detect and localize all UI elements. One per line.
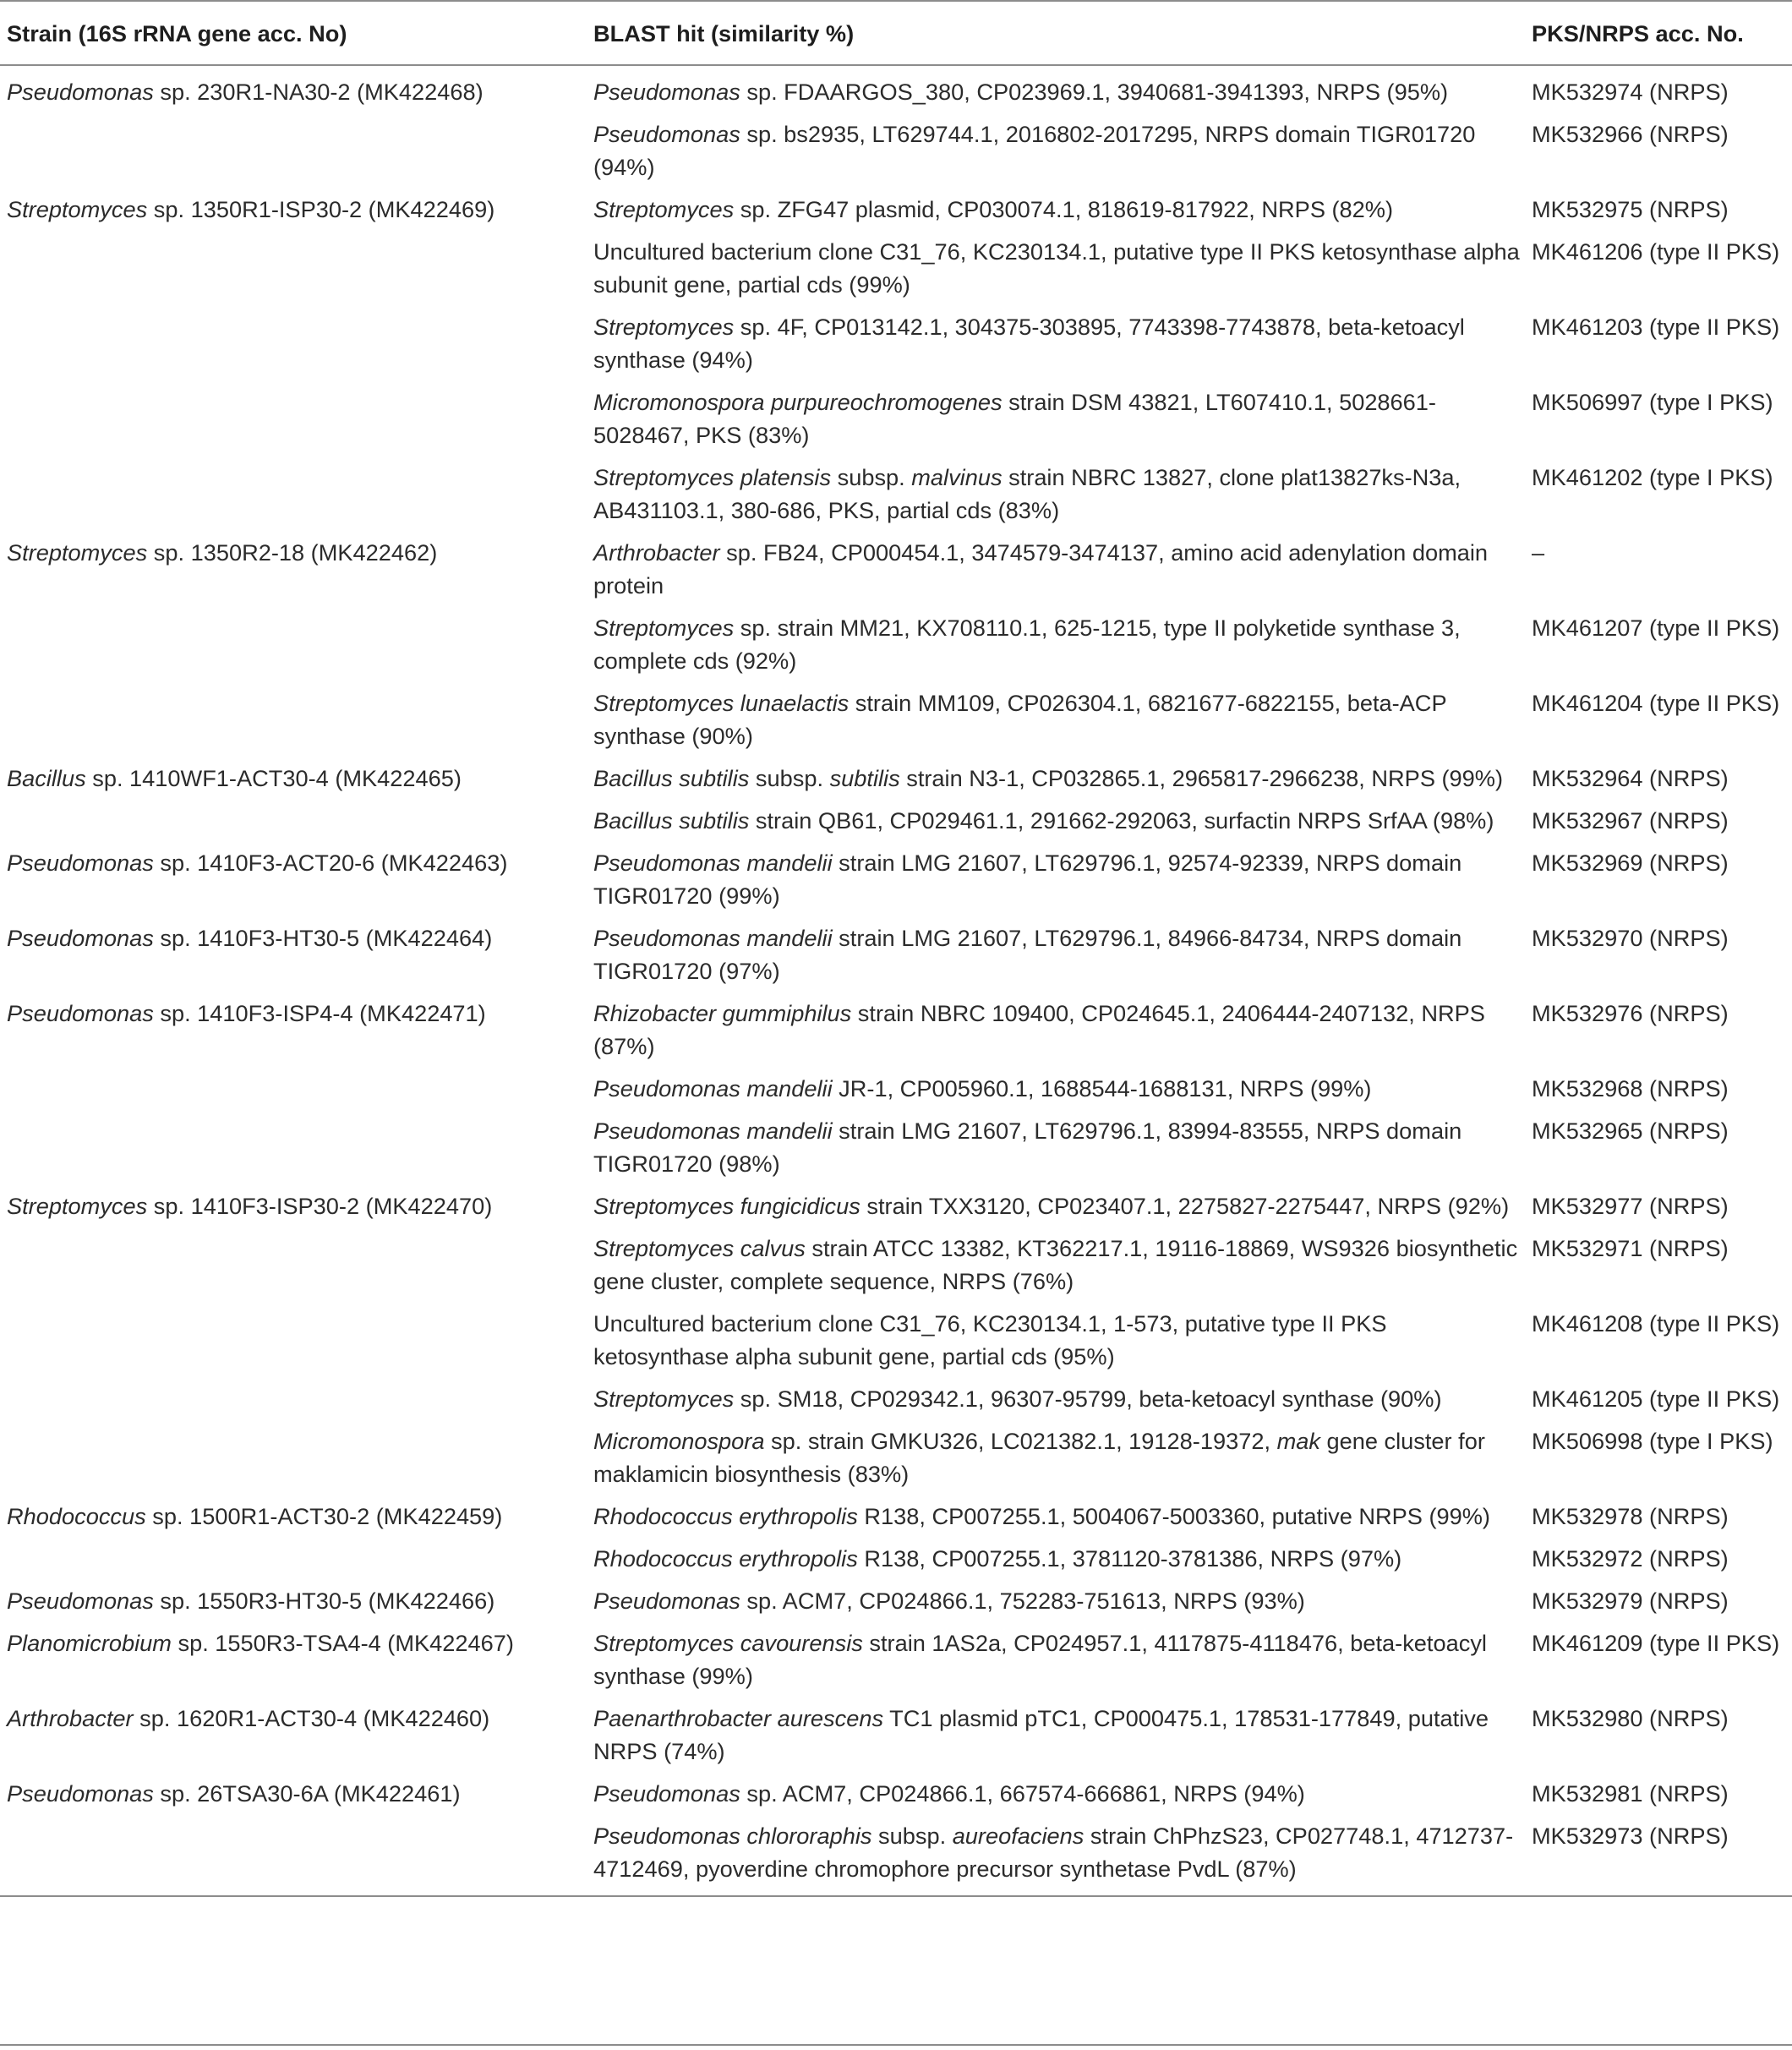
cell-strain — [0, 1696, 587, 1771]
cell-strain — [0, 1419, 587, 1494]
cell-accession: MK532979 (NRPS) — [1532, 1588, 1729, 1614]
taxon-name: Pseudomonas — [7, 850, 154, 876]
taxon-name: Pseudomonas — [7, 1000, 154, 1026]
taxon-name: Bacillus subtilis — [593, 807, 750, 834]
cell-accession: MK532969 (NRPS) — [1532, 850, 1729, 876]
header-row — [0, 1, 1792, 65]
table-row — [0, 798, 1792, 840]
cell-accession: MK506997 (type I PKS) — [1532, 389, 1773, 415]
cell-strain — [0, 681, 587, 756]
cell-blast-hit — [587, 530, 1525, 605]
cell-strain — [0, 530, 587, 605]
taxon-name: Pseudomonas mandelii — [593, 925, 833, 951]
cell-accession: MK532968 (NRPS) — [1532, 1075, 1729, 1102]
cell-accession: MK532966 (NRPS) — [1532, 121, 1729, 147]
taxon-name: Pseudomonas — [7, 925, 154, 951]
taxon-name: Streptomyces cavourensis — [593, 1630, 863, 1656]
taxon-name: Pseudomonas — [7, 79, 154, 105]
taxon-name: Pseudomonas — [7, 1780, 154, 1807]
cell-strain — [0, 1108, 587, 1184]
cell-accession: MK461208 (type II PKS) — [1532, 1310, 1780, 1337]
taxon-name: Rhodococcus erythropolis — [593, 1503, 858, 1529]
text-run: strain NBRC 109400, CP024645.1, 2406444-2407132, NRPS (87%) — [593, 1000, 1485, 1059]
header-blast-hit: BLAST hit (similarity %) — [587, 1, 1525, 65]
cell-accession: MK461209 (type II PKS) — [1532, 1630, 1780, 1656]
table-row — [0, 112, 1792, 187]
taxon-name: Bacillus subtilis — [593, 765, 750, 791]
table-row — [0, 756, 1792, 798]
text-run: sp. strain GMKU326, LC021382.1, 19128-19372, — [764, 1428, 1277, 1454]
taxon-name: Arthrobacter — [593, 539, 720, 566]
cell-blast-hit — [587, 756, 1525, 798]
cell-strain — [0, 840, 587, 916]
taxon-name: Pseudomonas mandelii — [593, 1118, 833, 1144]
text-run: sp. 1410F3-ISP30-2 (MK422470) — [147, 1193, 493, 1219]
taxon-name: Micromonospora purpureochromogenes — [593, 389, 1003, 415]
taxon-name: Pseudomonas — [593, 121, 740, 147]
header-strain: Strain (16S rRNA gene acc. No) — [0, 1, 587, 65]
cell-accession: MK532976 (NRPS) — [1532, 1000, 1729, 1026]
cell-strain — [0, 1578, 587, 1621]
taxon-name: Streptomyces — [7, 196, 148, 222]
taxon-name: Rhodococcus — [7, 1503, 146, 1529]
taxon-name: Pseudomonas mandelii — [593, 1075, 833, 1102]
taxon-name: Arthrobacter — [7, 1705, 134, 1731]
cell-blast-hit — [587, 1419, 1525, 1494]
cell-accession: MK532975 (NRPS) — [1532, 196, 1729, 222]
taxon-name: mak — [1276, 1428, 1320, 1454]
bottom-rule — [0, 2044, 1792, 2046]
text-run: strain ChPhzS23, CP027748.1, 4712737-4712469, pyoverdine chromophore precursor synthetase PvdL (87%) — [593, 1823, 1514, 1882]
taxon-name: Planomicrobium — [7, 1630, 172, 1656]
text-run: sp. 4F, CP013142.1, 304375-303895, 7743398-7743878, beta-ketoacyl synthase (94%) — [593, 314, 1465, 373]
cell-strain — [0, 229, 587, 304]
table-row — [0, 1578, 1792, 1621]
taxon-name: Streptomyces — [7, 1193, 148, 1219]
text-run: JR-1, CP005960.1, 1688544-1688131, NRPS (99%) — [832, 1075, 1372, 1102]
text-run: strain TXX3120, CP023407.1, 2275827-2275447, NRPS (92%) — [860, 1193, 1510, 1219]
taxon-name: Streptomyces platensis — [593, 464, 832, 490]
cell-strain — [0, 455, 587, 530]
cell-strain — [0, 1184, 587, 1226]
text-run: strain DSM 43821, LT607410.1, 5028661-5028467, PKS (83%) — [593, 389, 1436, 448]
text-run: sp. 1350R1-ISP30-2 (MK422469) — [147, 196, 495, 222]
text-run: strain LMG 21607, LT629796.1, 92574-92339, NRPS domain TIGR01720 (99%) — [593, 850, 1462, 909]
cell-strain — [0, 304, 587, 380]
cell-blast-hit — [587, 304, 1525, 380]
cell-accession: – — [1532, 539, 1545, 566]
taxon-name: malvinus — [911, 464, 1003, 490]
cell-accession: MK532977 (NRPS) — [1532, 1193, 1729, 1219]
cell-strain — [0, 112, 587, 187]
text-run: sp. 26TSA30-6A (MK422461) — [153, 1780, 461, 1807]
cell-blast-hit — [587, 1184, 1525, 1226]
cell-accession: MK532967 (NRPS) — [1532, 807, 1729, 834]
table-row — [0, 605, 1792, 681]
taxon-name: Pseudomonas — [593, 1780, 740, 1807]
table-row — [0, 229, 1792, 304]
text-run: sp. ACM7, CP024866.1, 752283-751613, NRPS (93%) — [740, 1588, 1305, 1614]
cell-blast-hit — [587, 455, 1525, 530]
text-run: sp. SM18, CP029342.1, 96307-95799, beta-ketoacyl synthase (90%) — [734, 1386, 1442, 1412]
cell-blast-hit — [587, 1696, 1525, 1771]
cell-blast-hit — [587, 798, 1525, 840]
text-run: sp. strain MM21, KX708110.1, 625-1215, type II polyketide synthase 3, complete cds (92%) — [593, 615, 1461, 674]
text-run: strain N3-1, CP032865.1, 2965817-2966238, NRPS (99%) — [899, 765, 1504, 791]
taxon-name: Pseudomonas — [7, 1588, 154, 1614]
cell-accession: MK532965 (NRPS) — [1532, 1118, 1729, 1144]
table-row — [0, 840, 1792, 916]
cell-accession: MK461204 (type II PKS) — [1532, 690, 1780, 716]
table-row — [0, 916, 1792, 991]
cell-blast-hit — [587, 840, 1525, 916]
taxon-name: Streptomyces — [593, 615, 735, 641]
cell-blast-hit — [587, 1813, 1525, 1896]
text-run: Uncultured bacterium clone C31_76, KC230134.1, putative type II PKS ketosynthase alpha subunit gene, partial cds (99%) — [593, 238, 1520, 298]
cell-strain — [0, 1536, 587, 1578]
text-run: subsp. — [871, 1823, 953, 1849]
text-run: strain LMG 21607, LT629796.1, 83994-83555, NRPS domain TIGR01720 (98%) — [593, 1118, 1462, 1177]
text-run: R138, CP007255.1, 3781120-3781386, NRPS (97%) — [857, 1545, 1402, 1572]
cell-blast-hit — [587, 1376, 1525, 1419]
cell-accession: MK532974 (NRPS) — [1532, 79, 1729, 105]
cell-blast-hit — [587, 1301, 1525, 1376]
taxon-name: Pseudomonas mandelii — [593, 850, 833, 876]
cell-accession: MK461206 (type II PKS) — [1532, 238, 1780, 265]
cell-strain — [0, 1813, 587, 1896]
text-run: subsp. — [749, 765, 830, 791]
cell-strain — [0, 1376, 587, 1419]
taxon-name: Streptomyces — [7, 539, 148, 566]
taxon-name: Streptomyces lunaelactis — [593, 690, 850, 716]
taxon-name: subtilis — [829, 765, 900, 791]
cell-strain — [0, 1301, 587, 1376]
cell-strain — [0, 1226, 587, 1301]
cell-blast-hit — [587, 1536, 1525, 1578]
cell-blast-hit — [587, 991, 1525, 1066]
text-run: sp. ZFG47 plasmid, CP030074.1, 818619-817922, NRPS (82%) — [734, 196, 1394, 222]
text-run: sp. bs2935, LT629744.1, 2016802-2017295, NRPS domain TIGR01720 (94%) — [593, 121, 1476, 180]
text-run: sp. 1500R1-ACT30-2 (MK422459) — [145, 1503, 503, 1529]
taxon-name: Micromonospora — [593, 1428, 765, 1454]
text-run: sp. 1350R2-18 (MK422462) — [147, 539, 438, 566]
taxon-name: Streptomyces — [593, 314, 735, 340]
taxon-name: Rhizobacter gummiphilus — [593, 1000, 852, 1026]
table-row — [0, 530, 1792, 605]
cell-blast-hit — [587, 681, 1525, 756]
text-run: sp. 1410F3-HT30-5 (MK422464) — [153, 925, 493, 951]
table-row — [0, 1226, 1792, 1301]
table-header — [0, 1, 1792, 65]
cell-blast-hit — [587, 1226, 1525, 1301]
text-run: strain ATCC 13382, KT362217.1, 19116-18869, WS9326 biosynthetic gene cluster, complete sequence, NRPS (76%) — [593, 1235, 1518, 1294]
cell-blast-hit — [587, 1494, 1525, 1536]
table-row — [0, 1184, 1792, 1226]
table-row — [0, 991, 1792, 1066]
cell-strain — [0, 65, 587, 112]
cell-accession: MK532981 (NRPS) — [1532, 1780, 1729, 1807]
text-run: subsp. — [831, 464, 912, 490]
cell-blast-hit — [587, 605, 1525, 681]
cell-blast-hit — [587, 1108, 1525, 1184]
taxon-name: Rhodococcus erythropolis — [593, 1545, 858, 1572]
table-row — [0, 380, 1792, 455]
cell-accession: MK532964 (NRPS) — [1532, 765, 1729, 791]
taxon-name: Pseudomonas — [593, 79, 740, 105]
cell-blast-hit — [587, 1578, 1525, 1621]
cell-strain — [0, 798, 587, 840]
table-row — [0, 1108, 1792, 1184]
cell-strain — [0, 756, 587, 798]
cell-accession: MK461202 (type I PKS) — [1532, 464, 1773, 490]
taxon-name: Pseudomonas chlororaphis — [593, 1823, 872, 1849]
cell-strain — [0, 1494, 587, 1536]
taxon-name: Streptomyces fungicidicus — [593, 1193, 860, 1219]
header-accession: PKS/NRPS acc. No. — [1525, 1, 1792, 65]
text-run: sp. 230R1-NA30-2 (MK422468) — [153, 79, 484, 105]
table-row — [0, 65, 1792, 112]
cell-strain — [0, 1066, 587, 1108]
table-body — [0, 65, 1792, 1896]
cell-strain — [0, 916, 587, 991]
text-run: strain LMG 21607, LT629796.1, 84966-84734, NRPS domain TIGR01720 (97%) — [593, 925, 1462, 984]
text-run: sp. 1410F3-ACT20-6 (MK422463) — [153, 850, 508, 876]
cell-blast-hit — [587, 187, 1525, 229]
text-run: sp. 1550R3-TSA4-4 (MK422467) — [171, 1630, 514, 1656]
cell-blast-hit — [587, 1621, 1525, 1696]
cell-accession: MK461205 (type II PKS) — [1532, 1386, 1780, 1412]
table-row — [0, 1813, 1792, 1896]
cell-accession: MK532970 (NRPS) — [1532, 925, 1729, 951]
cell-blast-hit — [587, 380, 1525, 455]
text-run: R138, CP007255.1, 5004067-5003360, putative NRPS (99%) — [857, 1503, 1490, 1529]
cell-accession: MK532980 (NRPS) — [1532, 1705, 1729, 1731]
text-run: sp. FDAARGOS_380, CP023969.1, 3940681-3941393, NRPS (95%) — [740, 79, 1449, 105]
text-run: gene cluster for maklamicin biosynthesis (83%) — [593, 1428, 1485, 1487]
cell-accession: MK532973 (NRPS) — [1525, 1813, 1792, 1896]
text-run: sp. FB24, CP000454.1, 3474579-3474137, amino acid adenylation domain protein — [593, 539, 1489, 599]
table-row — [0, 1419, 1792, 1494]
text-run: strain NBRC 13827, clone plat13827ks-N3a, AB431103.1, 380-686, PKS, partial cds (83%) — [593, 464, 1461, 523]
taxon-name: Pseudomonas — [593, 1588, 740, 1614]
cell-accession: MK532972 (NRPS) — [1532, 1545, 1729, 1572]
table-row — [0, 1494, 1792, 1536]
cell-strain — [0, 991, 587, 1066]
table-row — [0, 1376, 1792, 1419]
cell-blast-hit — [587, 1771, 1525, 1813]
table-row — [0, 1696, 1792, 1771]
taxon-name: Streptomyces calvus — [593, 1235, 806, 1261]
text-run: sp. 1410F3-ISP4-4 (MK422471) — [153, 1000, 486, 1026]
cell-strain — [0, 187, 587, 229]
table-row — [0, 681, 1792, 756]
cell-strain — [0, 605, 587, 681]
cell-accession: MK461207 (type II PKS) — [1532, 615, 1780, 641]
taxon-name: aureofaciens — [952, 1823, 1084, 1849]
taxon-name: Streptomyces — [593, 1386, 735, 1412]
text-run: sp. 1550R3-HT30-5 (MK422466) — [153, 1588, 495, 1614]
cell-blast-hit — [587, 112, 1525, 187]
cell-accession: MK506998 (type I PKS) — [1532, 1428, 1773, 1454]
table-row — [0, 1621, 1792, 1696]
cell-strain — [0, 1621, 587, 1696]
cell-accession: MK461203 (type II PKS) — [1532, 314, 1780, 340]
text-run: Uncultured bacterium clone C31_76, KC230134.1, 1-573, putative type II PKS ketosynthase alpha subunit gene, partial cds (95%) — [593, 1310, 1387, 1369]
table-row — [0, 304, 1792, 380]
table-row — [0, 187, 1792, 229]
cell-strain — [0, 1771, 587, 1813]
cell-blast-hit — [587, 65, 1525, 112]
taxon-name: Bacillus — [7, 765, 86, 791]
table-row — [0, 1536, 1792, 1578]
cell-accession: MK532978 (NRPS) — [1532, 1503, 1729, 1529]
taxon-name: Streptomyces — [593, 196, 735, 222]
taxon-name: Paenarthrobacter aurescens — [593, 1705, 884, 1731]
text-run: strain QB61, CP029461.1, 291662-292063, surfactin NRPS SrfAA (98%) — [749, 807, 1494, 834]
text-run: strain MM109, CP026304.1, 6821677-6822155, beta-ACP synthase (90%) — [593, 690, 1447, 749]
cell-blast-hit — [587, 916, 1525, 991]
text-run: sp. 1620R1-ACT30-4 (MK422460) — [133, 1705, 490, 1731]
text-run: TC1 plasmid pTC1, CP000475.1, 178531-177849, putative NRPS (74%) — [593, 1705, 1489, 1764]
text-run: sp. ACM7, CP024866.1, 667574-666861, NRPS (94%) — [740, 1780, 1305, 1807]
table-row — [0, 455, 1792, 530]
text-run: strain 1AS2a, CP024957.1, 4117875-4118476, beta-ketoacyl synthase (99%) — [593, 1630, 1487, 1689]
table-row — [0, 1771, 1792, 1813]
text-run: sp. 1410WF1-ACT30-4 (MK422465) — [85, 765, 462, 791]
table-row — [0, 1066, 1792, 1108]
cell-blast-hit — [587, 1066, 1525, 1108]
table-row — [0, 1301, 1792, 1376]
cell-blast-hit — [587, 229, 1525, 304]
cell-strain — [0, 380, 587, 455]
cell-accession: MK532971 (NRPS) — [1532, 1235, 1729, 1261]
